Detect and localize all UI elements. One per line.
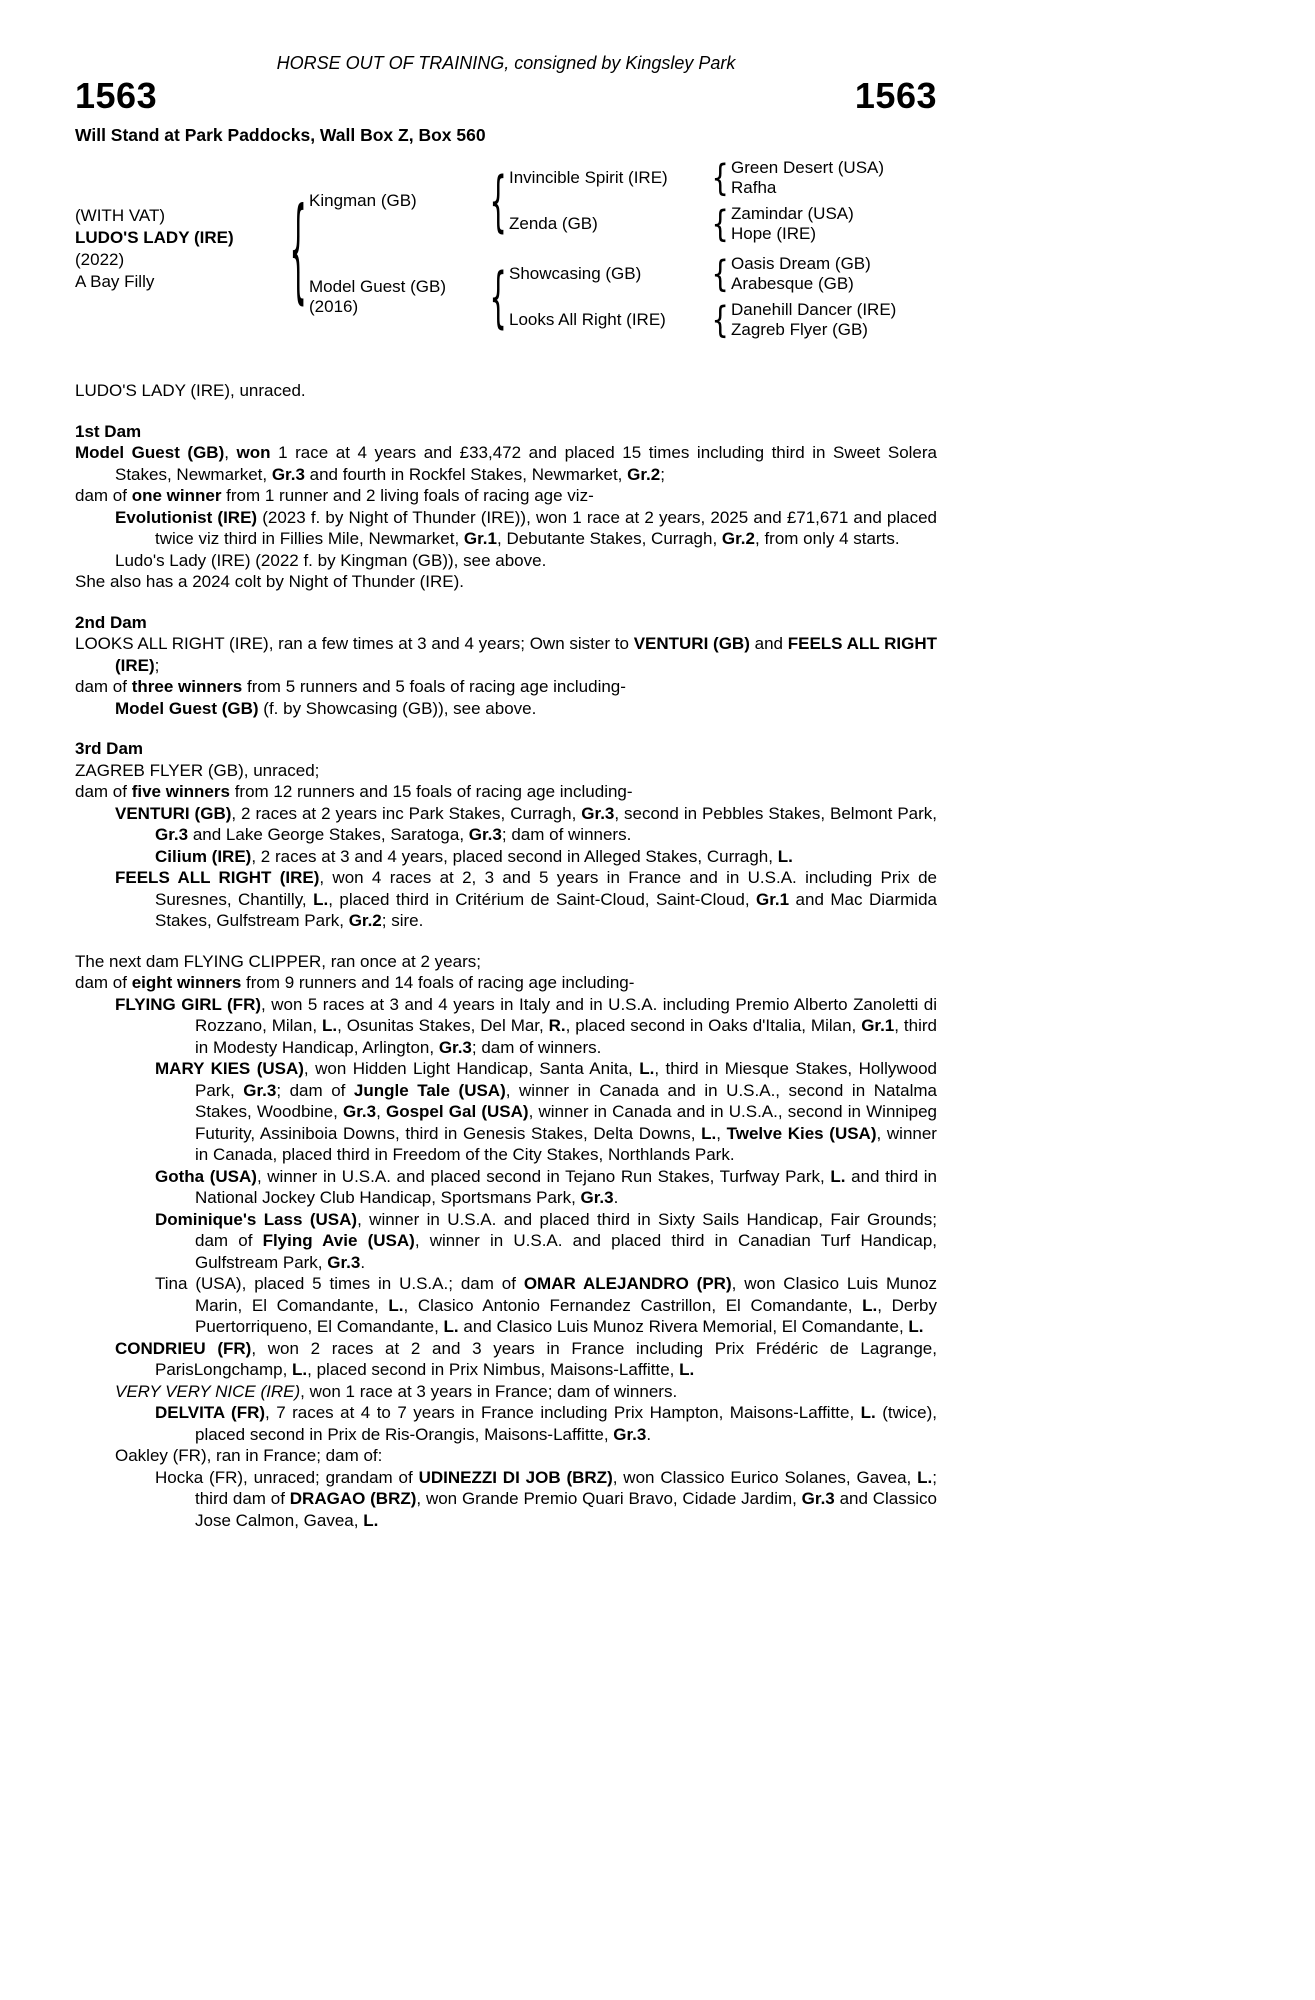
lot-number-row bbox=[75, 76, 937, 116]
sire-dam-parents bbox=[731, 204, 854, 244]
sire-branch bbox=[309, 158, 896, 244]
text-run: (2023 f. by Night of Thunder (IRE)), won 1 race at 2 years, 2025 and £71,671 and placed twice viz third in Fillies Mile, Newmarket, bbox=[155, 507, 937, 548]
sire-sire-branch bbox=[509, 158, 884, 198]
text-run: from 12 runners and 15 foals of racing age including- bbox=[229, 782, 633, 801]
text-run: , Derby Puertorriqueno, El Comandante, bbox=[195, 1295, 937, 1336]
text-run: , placed second in Oaks d'Italia, Milan, bbox=[565, 1016, 862, 1035]
catalogue-paragraph bbox=[75, 442, 937, 485]
text-run: dam of bbox=[75, 677, 132, 696]
text-run: MARY KIES (USA) bbox=[155, 1059, 304, 1078]
text-run: . bbox=[646, 1424, 652, 1444]
dam-dam-name: Looks All Right (IRE) bbox=[509, 310, 666, 329]
sire-name-block bbox=[309, 191, 487, 211]
text-run: , third in Modesty Handicap, Arlington, bbox=[195, 1016, 937, 1057]
catalogue-paragraph bbox=[75, 550, 937, 572]
text-run: Evolutionist (IRE) bbox=[115, 507, 258, 527]
sire-parents bbox=[509, 158, 884, 244]
text-run: The next dam FLYING CLIPPER, ran once at 2 years; bbox=[75, 951, 481, 971]
text-run: L. bbox=[313, 889, 329, 909]
text-run: She also has a 2024 colt by Night of Thunder (IRE). bbox=[75, 572, 465, 591]
pedigree-brace-level2: { bbox=[489, 258, 507, 336]
text-run: , placed second in Prix Nimbus, Maisons-Laffitte, bbox=[307, 1360, 680, 1379]
text-run: L. bbox=[363, 1510, 379, 1530]
catalogue-paragraph bbox=[75, 1166, 937, 1209]
catalogue-paragraph bbox=[75, 803, 937, 846]
text-run: dam of bbox=[75, 782, 132, 801]
text-run: , won 5 races at 3 and 4 years in Italy and in U.S.A. including Premio Alberto Zanoletti di Rozzano, Milan, bbox=[195, 994, 937, 1035]
text-run: . bbox=[613, 1188, 619, 1207]
text-run: L. bbox=[862, 1295, 878, 1315]
catalogue-paragraph bbox=[75, 846, 937, 868]
dam-sub: (2016) bbox=[309, 297, 359, 316]
text-run: FEELS ALL RIGHT (IRE) bbox=[115, 634, 937, 675]
great-granddam-name: Hope (IRE) bbox=[731, 224, 817, 243]
pedigree-brace-level3: { bbox=[711, 156, 729, 200]
text-run: L. bbox=[908, 1317, 924, 1336]
text-run: L. bbox=[701, 1123, 717, 1143]
text-run: R. bbox=[548, 1016, 566, 1035]
text-run: CONDRIEU (FR) bbox=[115, 1338, 252, 1358]
vat-note: (WITH VAT) bbox=[75, 206, 166, 225]
text-run: Oakley (FR), ran in France; dam of: bbox=[115, 1446, 383, 1465]
text-run: ZAGREB FLYER (GB), unraced; bbox=[75, 760, 320, 780]
text-run: from 1 runner and 2 living foals of racing age viz- bbox=[221, 486, 594, 505]
text-run: , from only 4 starts. bbox=[755, 529, 900, 548]
text-run: ; dam of winners. bbox=[471, 1037, 602, 1057]
dam-section bbox=[75, 612, 937, 720]
text-run: Dominique's Lass (USA) bbox=[155, 1209, 358, 1229]
text-run: ; bbox=[660, 464, 665, 484]
text-run: L. bbox=[388, 1295, 404, 1315]
pedigree-brace-level3: { bbox=[711, 298, 729, 342]
text-run: , won 2 races at 2 and 3 years in France including Prix Frédéric de Lagrange, ParisLongchamp, bbox=[155, 1338, 937, 1379]
text-run: (twice), placed second in Prix de Ris-Orangis, Maisons-Laffitte, bbox=[195, 1403, 938, 1444]
great-granddam-name: Arabesque (GB) bbox=[731, 274, 854, 293]
text-run: three winners bbox=[131, 677, 243, 696]
text-run: Gr.3 bbox=[468, 825, 502, 844]
text-run: , won Clasico Luis Munoz Marin, El Comandante, bbox=[195, 1274, 937, 1315]
great-grandsire-name: Zamindar (USA) bbox=[731, 204, 854, 223]
text-run: DRAGAO (BRZ) bbox=[289, 1489, 417, 1508]
text-run: and Mac Diarmida Stakes, Gulfstream Park, bbox=[155, 889, 937, 930]
text-run: , Osunitas Stakes, Del Mar, bbox=[337, 1016, 549, 1035]
text-run: , third in Miesque Stakes, Hollywood Park, bbox=[195, 1059, 937, 1100]
lot-number-right: 1563 bbox=[854, 75, 937, 116]
great-granddam-name: Rafha bbox=[731, 178, 777, 197]
text-run: , placed third in Critérium de Saint-Cloud, Saint-Cloud, bbox=[328, 889, 756, 909]
text-run: . bbox=[360, 1252, 366, 1272]
text-run: L. bbox=[292, 1360, 308, 1379]
section-heading: 2nd Dam bbox=[75, 612, 147, 632]
text-run: Tina (USA), placed 5 times in U.S.A.; dam of bbox=[155, 1274, 524, 1293]
catalogue-paragraph bbox=[75, 972, 937, 994]
text-run: ; bbox=[154, 655, 160, 675]
content-column bbox=[75, 52, 937, 1531]
catalogue-paragraph bbox=[75, 951, 937, 973]
text-run: L. bbox=[321, 1016, 338, 1035]
text-run: from 5 runners and 5 foals of racing age including- bbox=[242, 677, 626, 696]
text-run: and fourth in Rockfel Stakes, Newmarket, bbox=[304, 464, 628, 484]
pedigree-brace-level3: { bbox=[711, 252, 729, 296]
catalogue-paragraph bbox=[75, 760, 937, 782]
section-heading: 1st Dam bbox=[75, 421, 142, 441]
text-run: L. bbox=[777, 846, 793, 866]
text-run: Gr.3 bbox=[438, 1037, 472, 1057]
sire-name: Kingman (GB) bbox=[309, 191, 417, 210]
catalogue-paragraph bbox=[75, 1445, 937, 1467]
text-run: , winner in U.S.A. and placed second in Tejano Run Stakes, Turfway Park, bbox=[256, 1166, 831, 1186]
text-run: Gospel Gal (USA) bbox=[385, 1102, 529, 1121]
pedigree-table bbox=[75, 158, 937, 340]
great-grandsire-name: Oasis Dream (GB) bbox=[731, 254, 871, 273]
text-run: one winner bbox=[131, 486, 222, 505]
text-run: (f. by Showcasing (GB)), see above. bbox=[258, 698, 537, 718]
text-run: 1 race at 4 years and £33,472 and placed 15 times including third in Sweet Solera Stakes, Newmarket, bbox=[115, 443, 937, 484]
dam-sire-name: Showcasing (GB) bbox=[509, 264, 642, 283]
text-run: , second in Pebbles Stakes, Belmont Park, bbox=[614, 803, 937, 823]
lot-horse-identity bbox=[75, 205, 287, 293]
lot-horse-description: A Bay Filly bbox=[75, 272, 155, 291]
lot-horse-year: (2022) bbox=[75, 250, 125, 269]
text-run: and Clasico Luis Munoz Rivera Memorial, El Comandante, bbox=[458, 1317, 909, 1336]
catalogue-paragraph bbox=[75, 571, 937, 593]
text-run: Gotha (USA) bbox=[155, 1166, 257, 1186]
text-run: Gr.3 bbox=[327, 1252, 361, 1272]
text-run: Model Guest (GB) bbox=[115, 698, 259, 718]
text-run: VERY VERY NICE (IRE) bbox=[115, 1381, 301, 1401]
lot-horse-name: LUDO'S LADY (IRE) bbox=[75, 228, 234, 247]
text-run: Gr.3 bbox=[343, 1102, 377, 1121]
text-run: from 9 runners and 14 foals of racing age including- bbox=[241, 973, 635, 992]
sire-sire-parents bbox=[731, 158, 884, 198]
section-heading: 3rd Dam bbox=[75, 739, 144, 758]
text-run: , 2 races at 3 and 4 years, placed second in Alleged Stakes, Curragh, bbox=[251, 846, 778, 866]
text-run: VENTURI (GB) bbox=[633, 634, 750, 653]
dam-name-block bbox=[309, 277, 487, 317]
text-run: L. bbox=[679, 1360, 695, 1379]
catalogue-paragraph bbox=[75, 1381, 937, 1403]
catalogue-paragraph bbox=[75, 1058, 937, 1166]
text-run: DELVITA (FR) bbox=[155, 1403, 266, 1422]
text-run: L. bbox=[830, 1166, 846, 1186]
text-run: Gr.3 bbox=[801, 1489, 835, 1508]
dam-section bbox=[75, 951, 937, 1532]
sire-sire-name: Invincible Spirit (IRE) bbox=[509, 168, 668, 187]
text-run: OMAR ALEJANDRO (PR) bbox=[523, 1274, 732, 1293]
catalogue-paragraph bbox=[75, 994, 937, 1059]
text-run: and third in National Jockey Club Handicap, Sportsmans Park, bbox=[195, 1166, 937, 1207]
text-run: dam of bbox=[75, 973, 132, 992]
text-run: Gr.3 bbox=[155, 825, 189, 844]
catalogue-paragraph bbox=[75, 781, 937, 803]
text-run: Model Guest (GB) bbox=[75, 443, 225, 462]
great-grandsire-name: Green Desert (USA) bbox=[731, 158, 885, 177]
pedigree-brace-level2: { bbox=[489, 162, 507, 240]
text-run: , bbox=[716, 1123, 727, 1143]
text-run: , winner in Canada, placed third in Freedom of the City Stakes, Northlands Park. bbox=[195, 1123, 937, 1164]
dam-sire-parents bbox=[731, 254, 871, 294]
text-run: , won Hidden Light Handicap, Santa Anita, bbox=[303, 1059, 640, 1078]
text-run: Gr.2 bbox=[348, 911, 382, 930]
text-run: , Debutante Stakes, Curragh, bbox=[497, 529, 722, 548]
text-run: L. bbox=[917, 1467, 933, 1487]
text-run: , winner in U.S.A. and placed third in Sixty Sails Handicap, Fair Grounds; dam of bbox=[195, 1209, 937, 1250]
lot-number-left: 1563 bbox=[75, 75, 158, 116]
text-run: Gr.2 bbox=[721, 529, 755, 548]
dam-name: Model Guest (GB) bbox=[309, 277, 446, 296]
text-run: , Clasico Antonio Fernandez Castrillon, El Comandante, bbox=[403, 1295, 863, 1315]
text-run: ; sire. bbox=[381, 911, 424, 930]
sire-dam-branch bbox=[509, 204, 884, 244]
stand-location: Will Stand at Park Paddocks, Wall Box Z, Box 560 bbox=[75, 125, 486, 145]
catalogue-paragraph bbox=[75, 1338, 937, 1381]
text-run: L. bbox=[860, 1403, 876, 1422]
text-run: Ludo's Lady (IRE) (2022 f. by Kingman (GB)), see above. bbox=[115, 550, 547, 570]
text-run: eight winners bbox=[131, 973, 242, 992]
text-run: ; third dam of bbox=[195, 1467, 937, 1508]
catalogue-paragraph bbox=[75, 676, 937, 698]
text-run: dam of bbox=[75, 486, 132, 505]
text-run: ; dam of winners. bbox=[501, 825, 632, 844]
text-run: , bbox=[224, 443, 237, 462]
text-run: Cilium (IRE) bbox=[155, 846, 252, 866]
text-run: , winner in Canada and in U.S.A., second in Winnipeg Futurity, Assiniboia Downs, third in Genesis Stakes, Delta Downs, bbox=[195, 1102, 937, 1143]
text-run: and bbox=[749, 634, 788, 653]
text-run: Gr.1 bbox=[861, 1016, 895, 1035]
text-run: VENTURI (GB) bbox=[115, 803, 232, 823]
dam-parents bbox=[509, 254, 896, 340]
text-run: UDINEZZI DI JOB (BRZ) bbox=[418, 1467, 613, 1487]
text-run: FLYING GIRL (FR) bbox=[115, 994, 262, 1014]
text-run: and Lake George Stakes, Saratoga, bbox=[188, 825, 469, 844]
text-run: LOOKS ALL RIGHT (IRE), ran a few times at 3 and 4 years; Own sister to bbox=[75, 634, 634, 653]
dam-section bbox=[75, 421, 937, 593]
consignment-line: HORSE OUT OF TRAINING, consigned by Kingsley Park bbox=[276, 53, 736, 73]
catalogue-paragraph bbox=[75, 1402, 937, 1445]
text-run: , 7 races at 4 to 7 years in France including Prix Hampton, Maisons-Laffitte, bbox=[265, 1403, 861, 1422]
catalogue-paragraph bbox=[75, 1467, 937, 1532]
intro-line: LUDO'S LADY (IRE), unraced. bbox=[75, 381, 306, 400]
catalogue-paragraph bbox=[75, 867, 937, 932]
text-run: , winner in U.S.A. and placed third in Canadian Turf Handicap, Gulfstream Park, bbox=[195, 1231, 937, 1272]
catalogue-body bbox=[75, 380, 937, 1531]
text-run: Gr.1 bbox=[756, 889, 790, 909]
sire-dam-name: Zenda (GB) bbox=[509, 214, 598, 233]
catalogue-paragraph bbox=[75, 633, 937, 676]
pedigree-brace-level1: { bbox=[289, 181, 307, 317]
text-run: , 2 races at 2 years inc Park Stakes, Curragh, bbox=[231, 803, 582, 823]
text-run: FEELS ALL RIGHT (IRE) bbox=[115, 868, 320, 887]
text-run: Gr.3 bbox=[613, 1424, 647, 1444]
pedigree-brace-level3: { bbox=[711, 202, 729, 246]
dam-dam-branch bbox=[509, 300, 896, 340]
text-run: Gr.1 bbox=[463, 529, 497, 548]
text-run: five winners bbox=[131, 782, 230, 801]
text-run: won bbox=[236, 443, 271, 462]
text-run: , won 4 races at 2, 3 and 5 years in France and in U.S.A. including Prix de Suresnes, Chantilly, bbox=[155, 868, 938, 909]
text-run: Gr.3 bbox=[271, 464, 305, 484]
great-granddam-name: Zagreb Flyer (GB) bbox=[731, 320, 868, 339]
text-run: Hocka (FR), unraced; grandam of bbox=[155, 1467, 419, 1487]
pedigree-tree bbox=[309, 158, 896, 340]
text-run: L. bbox=[639, 1059, 655, 1078]
great-grandsire-name: Danehill Dancer (IRE) bbox=[731, 300, 897, 319]
catalogue-paragraph bbox=[75, 507, 937, 550]
catalogue-paragraph bbox=[75, 1209, 937, 1274]
text-run: Twelve Kies (USA) bbox=[726, 1123, 877, 1143]
dam-branch bbox=[309, 254, 896, 340]
catalogue-paragraph bbox=[75, 1273, 937, 1338]
text-run: Flying Avie (USA) bbox=[262, 1231, 415, 1250]
text-run: Gr.3 bbox=[243, 1080, 277, 1100]
catalogue-paragraph bbox=[75, 485, 937, 507]
text-run: Jungle Tale (USA) bbox=[353, 1080, 506, 1100]
text-run: , bbox=[376, 1102, 386, 1121]
text-run: ; dam of bbox=[276, 1080, 354, 1100]
dam-dam-parents bbox=[731, 300, 896, 340]
text-run: L. bbox=[443, 1317, 459, 1336]
dam-section bbox=[75, 738, 937, 932]
text-run: Gr.3 bbox=[580, 1188, 614, 1207]
text-run: and Classico Jose Calmon, Gavea, bbox=[195, 1489, 937, 1530]
text-run: Gr.3 bbox=[581, 803, 615, 823]
dam-sire-branch bbox=[509, 254, 896, 294]
text-run: , won Grande Premio Quari Bravo, Cidade Jardim, bbox=[416, 1489, 802, 1508]
text-run: , won 1 race at 3 years in France; dam of winners. bbox=[300, 1381, 678, 1401]
text-run: , winner in Canada and in U.S.A., second in Natalma Stakes, Woodbine, bbox=[195, 1080, 937, 1121]
catalogue-paragraph bbox=[75, 698, 937, 720]
text-run: Gr.2 bbox=[627, 464, 661, 484]
text-run: , won Classico Eurico Solanes, Gavea, bbox=[612, 1467, 918, 1487]
